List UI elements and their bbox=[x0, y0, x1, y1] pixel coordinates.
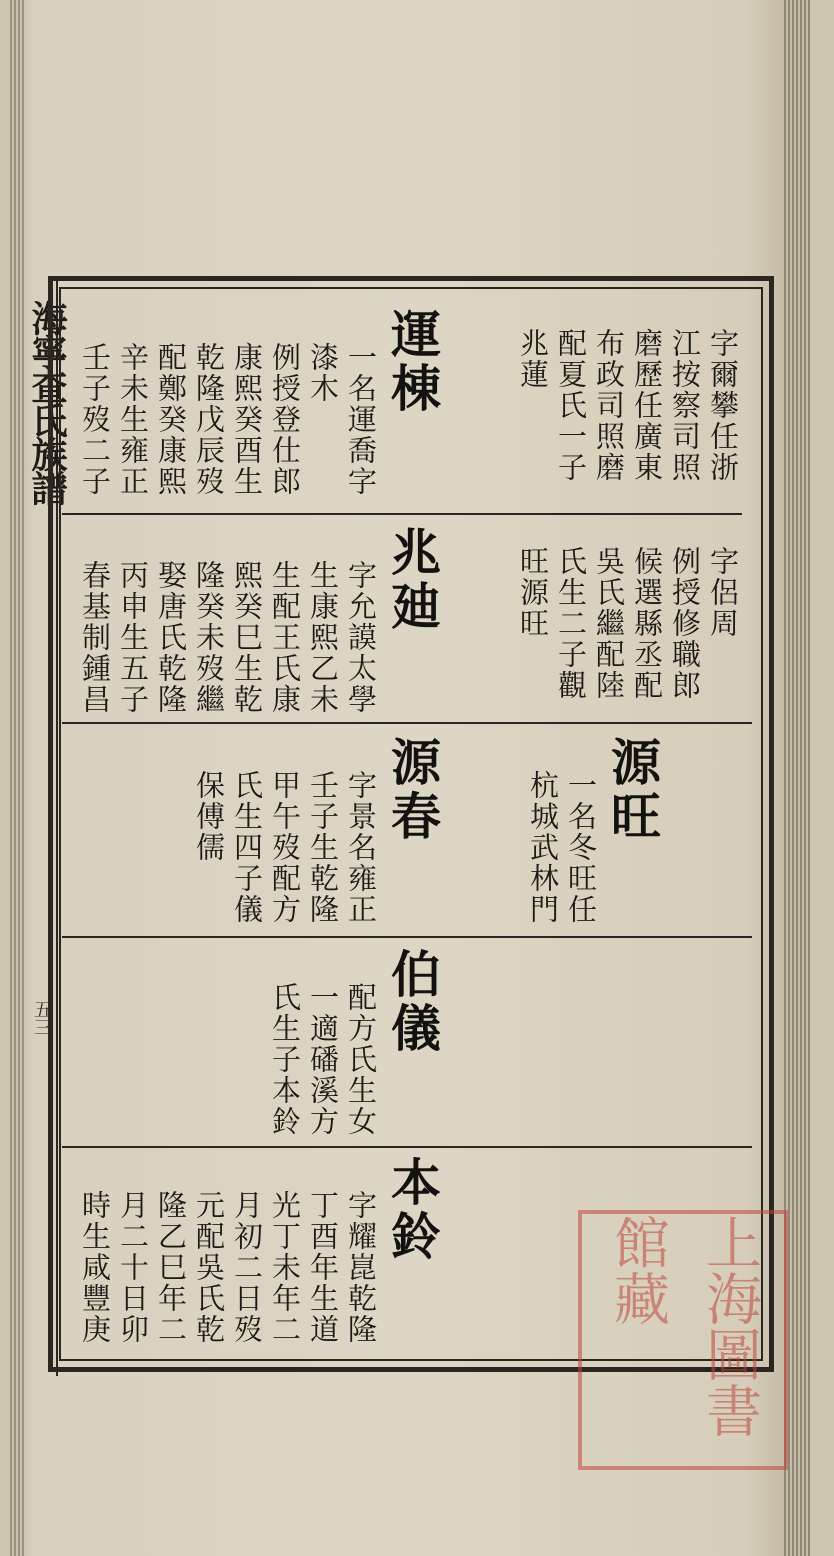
person-name: 伯儀 bbox=[383, 948, 442, 1056]
banxin-page-mark: 五三 bbox=[31, 1000, 52, 1036]
person-name: 源旺 bbox=[603, 736, 662, 844]
row-divider bbox=[62, 1146, 752, 1148]
entry-benling bbox=[76, 1156, 440, 1345]
entry-text-column: 漆木 bbox=[306, 342, 340, 404]
entry-text-column: 布政司照磨 bbox=[592, 328, 626, 483]
entry-text-column: 春基制鍾昌 bbox=[78, 560, 112, 715]
entry-text-column: 保傅儒 bbox=[192, 770, 226, 863]
entry-text-column: 氏生子本鈴 bbox=[268, 982, 302, 1137]
entry-continuation-mid bbox=[514, 546, 742, 701]
entry-text-column: 丙申生五子 bbox=[116, 560, 150, 715]
entry-text-column: 氏生二子觀 bbox=[554, 546, 588, 701]
entry-text-column: 配鄭癸康熙 bbox=[154, 342, 188, 497]
entry-text-column: 字允謨太學 bbox=[344, 560, 378, 715]
entry-text-column: 生配王氏康 bbox=[268, 560, 302, 715]
entry-text-column: 候選縣丞配 bbox=[630, 546, 664, 701]
entry-text-column: 一適磻溪方 bbox=[306, 982, 340, 1137]
entry-zhaodi bbox=[76, 526, 440, 715]
entry-text-column: 光丁未年二 bbox=[268, 1190, 302, 1345]
entry-text-column: 氏生四子儀 bbox=[230, 770, 264, 925]
entry-text-column: 娶唐氏乾隆 bbox=[154, 560, 188, 715]
person-name: 本鈴 bbox=[383, 1156, 442, 1264]
entry-text-column: 兆蓮 bbox=[516, 328, 550, 390]
entry-text-column: 壬子生乾隆 bbox=[306, 770, 340, 925]
entry-text-column: 一名運喬字 bbox=[344, 342, 378, 497]
entry-text-column: 磨歷任廣東 bbox=[630, 328, 664, 483]
entry-text-column: 月初二日歿 bbox=[230, 1190, 264, 1345]
entry-text-column: 配方氏生女 bbox=[344, 982, 378, 1137]
entry-text-column: 元配吳氏乾 bbox=[192, 1190, 226, 1345]
entry-text-column: 字爾攀任浙 bbox=[706, 328, 740, 483]
entry-continuation-top bbox=[514, 328, 742, 483]
entry-text-column: 旺源旺 bbox=[516, 546, 550, 639]
entry-text-column: 生康熙乙未 bbox=[306, 560, 340, 715]
row-divider bbox=[62, 936, 752, 938]
entry-text-column: 時生咸豐庚 bbox=[78, 1190, 112, 1345]
entry-text-column: 配夏氏一子 bbox=[554, 328, 588, 483]
library-seal-stamp: 上海圖書館藏 bbox=[578, 1210, 788, 1470]
person-name: 兆廸 bbox=[383, 526, 442, 634]
entry-text-column: 一名冬旺任 bbox=[564, 770, 598, 925]
entry-text-column: 字景名雍正 bbox=[344, 770, 378, 925]
entry-text-column: 吳氏繼配陸 bbox=[592, 546, 626, 701]
entry-yuanchun bbox=[190, 736, 440, 925]
person-name: 源春 bbox=[383, 736, 442, 844]
entry-text-column: 壬子歿二子 bbox=[78, 342, 112, 497]
entry-text-column: 月二十日卯 bbox=[116, 1190, 150, 1345]
entry-text-column: 例授登仕郎 bbox=[268, 342, 302, 497]
entry-boyi bbox=[266, 948, 440, 1137]
entry-text-column: 隆癸未歿繼 bbox=[192, 560, 226, 715]
entry-text-column: 例授修職郎 bbox=[668, 546, 702, 701]
entry-text-column: 熙癸巳生乾 bbox=[230, 560, 264, 715]
person-name: 運棟 bbox=[383, 308, 442, 416]
entry-yuanwang bbox=[524, 736, 660, 925]
entry-yundong bbox=[76, 308, 440, 497]
entry-text-column: 丁酉年生道 bbox=[306, 1190, 340, 1345]
entry-text-column: 字耀崑乾隆 bbox=[344, 1190, 378, 1345]
banxin-title: 海寧查氏族譜 bbox=[26, 300, 68, 504]
entry-text-column: 字侶周 bbox=[706, 546, 740, 639]
row-divider bbox=[62, 722, 752, 724]
entry-text-column: 杭城武林門 bbox=[526, 770, 560, 925]
entry-text-column: 乾隆戊辰歿 bbox=[192, 342, 226, 497]
entry-text-column: 江按察司照 bbox=[668, 328, 702, 483]
entry-text-column: 隆乙巳年二 bbox=[154, 1190, 188, 1345]
entry-text-column: 康熙癸酉生 bbox=[230, 342, 264, 497]
entry-text-column: 甲午歿配方 bbox=[268, 770, 302, 925]
row-divider bbox=[62, 513, 742, 515]
entry-text-column: 辛未生雍正 bbox=[116, 342, 150, 497]
